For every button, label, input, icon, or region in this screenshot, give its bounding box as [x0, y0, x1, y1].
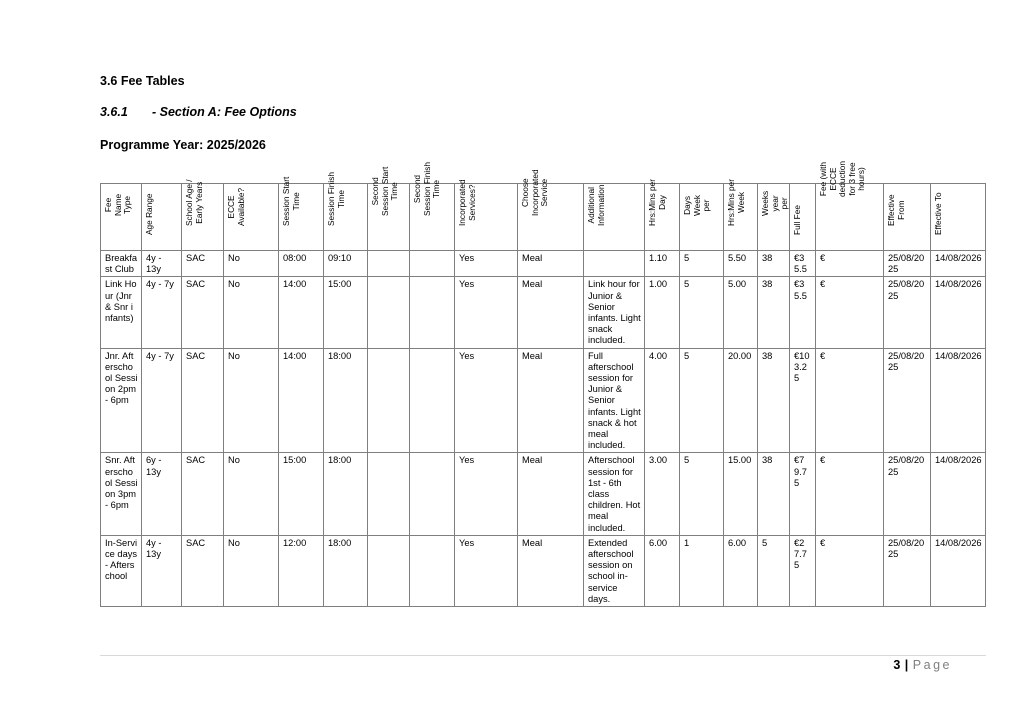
- column-header: [142, 184, 182, 251]
- column-header: [324, 171, 368, 251]
- header-line: Time: [290, 192, 301, 211]
- cell-from: 25/08/2025: [884, 348, 931, 453]
- cell-to: 14/08/2026: [931, 348, 986, 453]
- table-row: [101, 277, 986, 348]
- page-number: 3: [893, 658, 901, 672]
- cell-weeks-year: 5: [758, 535, 790, 606]
- column-header-label: [104, 194, 133, 216]
- cell-finish: 18:00: [324, 535, 368, 606]
- column-header: [584, 184, 645, 251]
- column-header-label: [761, 191, 790, 216]
- column-header: [518, 169, 584, 251]
- cell-from: 25/08/2025: [884, 251, 931, 277]
- cell-finish: 09:10: [324, 251, 368, 277]
- fee-table: [100, 161, 986, 607]
- column-header-label: [282, 176, 301, 225]
- cell-finish2: [410, 535, 455, 606]
- header-line: Incorporated: [529, 169, 540, 217]
- header-line: deduction: [837, 161, 848, 198]
- header-line: Session Finish: [326, 171, 336, 226]
- cell-service: Meal: [518, 251, 584, 277]
- cell-full-fee: €103.25: [790, 348, 816, 453]
- cell-info: Extended afterschool session on school in-service days.: [584, 535, 645, 606]
- cell-service: Meal: [518, 453, 584, 535]
- cell-days-week: 5: [680, 251, 724, 277]
- cell-finish2: [410, 348, 455, 453]
- column-header-label: [819, 161, 867, 197]
- cell-name: Snr. Afterschool Session 3pm - 6pm: [101, 453, 142, 535]
- column-header-label: [227, 188, 246, 226]
- cell-ecce: No: [224, 348, 279, 453]
- column-header-label: [934, 193, 944, 236]
- column-header: [182, 179, 224, 251]
- column-header: [884, 184, 931, 251]
- header-line: per: [779, 197, 790, 210]
- cell-hrs-week: 20.00: [724, 348, 758, 453]
- cell-finish2: [410, 277, 455, 348]
- cell-start: 12:00: [279, 535, 324, 606]
- header-line: Fee: [103, 198, 113, 213]
- cell-ecce-fee: €: [816, 251, 884, 277]
- cell-hrs-day: 1.10: [645, 251, 680, 277]
- cell-name: Breakfast Club: [101, 251, 142, 277]
- header-line: Age Range: [144, 193, 154, 236]
- cell-ecce: No: [224, 453, 279, 535]
- cell-incorporated: Yes: [455, 453, 518, 535]
- cell-finish2: [410, 251, 455, 277]
- column-header: [368, 166, 410, 251]
- programme-year: Programme Year: 2025/2026: [100, 138, 266, 152]
- cell-type: SAC: [182, 535, 224, 606]
- column-header-label: [887, 194, 906, 226]
- cell-age: 4y - 13y: [142, 535, 182, 606]
- header-line: Second: [370, 177, 380, 206]
- cell-full-fee: €79.75: [790, 453, 816, 535]
- header-line: per: [701, 199, 712, 212]
- header-line: year: [769, 195, 780, 212]
- column-header: [790, 184, 816, 251]
- header-line: Effective To: [933, 192, 943, 236]
- column-header: [680, 184, 724, 251]
- cell-name: In-Service days - Afterschool: [101, 535, 142, 606]
- header-line: for 3 free: [846, 162, 857, 196]
- cell-full-fee: €35.5: [790, 277, 816, 348]
- cell-to: 14/08/2026: [931, 251, 986, 277]
- header-line: Additional: [586, 186, 596, 224]
- cell-name: Link Hour (Jnr & Snr infants): [101, 277, 142, 348]
- cell-full-fee: €35.5: [790, 251, 816, 277]
- header-line: Weeks: [760, 191, 770, 217]
- section-heading: 3.6 Fee Tables: [100, 74, 185, 88]
- column-header: [931, 184, 986, 251]
- cell-type: SAC: [182, 453, 224, 535]
- header-line: Name: [112, 194, 123, 217]
- cell-start: 15:00: [279, 453, 324, 535]
- table-row: [101, 251, 986, 277]
- cell-age: 6y - 13y: [142, 453, 182, 535]
- cell-weeks-year: 38: [758, 277, 790, 348]
- header-line: Effective: [886, 194, 896, 226]
- column-header: [224, 184, 279, 251]
- table-header-row: [101, 184, 986, 251]
- header-line: School Age /: [184, 179, 194, 226]
- cell-start2: [368, 348, 410, 453]
- cell-hrs-week: 5.50: [724, 251, 758, 277]
- cell-start: 14:00: [279, 277, 324, 348]
- page-footer: [893, 658, 952, 672]
- cell-finish: 15:00: [324, 277, 368, 348]
- cell-days-week: 5: [680, 348, 724, 453]
- column-header: [816, 161, 884, 251]
- header-line: Session Start: [281, 176, 291, 226]
- cell-finish: 18:00: [324, 453, 368, 535]
- cell-type: SAC: [182, 277, 224, 348]
- header-line: Type: [122, 196, 133, 215]
- header-line: Week: [735, 191, 746, 213]
- column-header: [410, 162, 455, 251]
- subsection-heading: [100, 105, 297, 119]
- header-line: Incorporated: [457, 179, 467, 226]
- header-line: Time: [389, 182, 400, 201]
- cell-info: Afterschool session for 1st - 6th class children. Hot meal included.: [584, 453, 645, 535]
- cell-info: Full afterschool session for Junior & Senior infants. Light snack & hot meal included.: [584, 348, 645, 453]
- cell-to: 14/08/2026: [931, 277, 986, 348]
- header-line: hours): [856, 167, 867, 191]
- column-header: [279, 176, 324, 251]
- header-line: Early Years: [193, 181, 204, 224]
- column-header-label: [521, 170, 550, 217]
- cell-hrs-day: 4.00: [645, 348, 680, 453]
- header-line: Information: [595, 184, 606, 226]
- cell-age: 4y - 7y: [142, 348, 182, 453]
- cell-start2: [368, 251, 410, 277]
- cell-ecce-fee: €: [816, 277, 884, 348]
- header-line: Day: [656, 194, 667, 210]
- header-line: Week: [691, 195, 702, 217]
- cell-service: Meal: [518, 348, 584, 453]
- cell-hrs-day: 1.00: [645, 277, 680, 348]
- column-header-label: [727, 179, 746, 226]
- header-line: Days: [682, 196, 692, 216]
- column-header: [758, 184, 790, 251]
- header-line: Service: [539, 179, 550, 207]
- cell-from: 25/08/2025: [884, 535, 931, 606]
- column-header-label: [648, 179, 667, 226]
- cell-hrs-week: 5.00: [724, 277, 758, 348]
- cell-start2: [368, 277, 410, 348]
- table-row: [101, 453, 986, 535]
- column-header-label: [185, 179, 204, 226]
- cell-info: [584, 251, 645, 277]
- header-line: Choose: [520, 178, 530, 208]
- subsection-title: - Section A: Fee Options: [152, 105, 297, 119]
- cell-weeks-year: 38: [758, 348, 790, 453]
- table-row: [101, 535, 986, 606]
- cell-ecce-fee: €: [816, 348, 884, 453]
- header-line: Hrs:Mins per: [726, 178, 736, 226]
- cell-days-week: 1: [680, 535, 724, 606]
- cell-weeks-year: 38: [758, 453, 790, 535]
- cell-incorporated: Yes: [455, 348, 518, 453]
- column-header-label: [413, 162, 442, 216]
- header-line: ECCE: [226, 195, 236, 219]
- cell-age: 4y - 13y: [142, 251, 182, 277]
- cell-type: SAC: [182, 348, 224, 453]
- cell-hrs-week: 15.00: [724, 453, 758, 535]
- cell-start: 08:00: [279, 251, 324, 277]
- cell-ecce: No: [224, 277, 279, 348]
- cell-finish: 18:00: [324, 348, 368, 453]
- column-header-label: [327, 172, 346, 226]
- cell-hrs-day: 3.00: [645, 453, 680, 535]
- cell-to: 14/08/2026: [931, 535, 986, 606]
- cell-incorporated: Yes: [455, 251, 518, 277]
- cell-name: Jnr. Afterschool Session 2pm - 6pm: [101, 348, 142, 453]
- header-line: Available?: [235, 187, 246, 226]
- header-line: Fee (with: [818, 161, 828, 197]
- cell-from: 25/08/2025: [884, 277, 931, 348]
- header-line: Session Finish: [421, 162, 432, 217]
- header-line: Session Start: [379, 166, 390, 217]
- column-header-label: [145, 194, 155, 236]
- footer-divider: [100, 655, 986, 656]
- column-header: [724, 178, 758, 251]
- header-line: Time: [431, 180, 442, 199]
- header-line: Time: [335, 189, 346, 208]
- cell-start2: [368, 453, 410, 535]
- cell-hrs-week: 6.00: [724, 535, 758, 606]
- cell-days-week: 5: [680, 277, 724, 348]
- cell-type: SAC: [182, 251, 224, 277]
- column-header-label: [458, 179, 477, 226]
- column-header: [645, 178, 680, 251]
- column-header-label: [793, 205, 803, 235]
- subsection-number: 3.6.1: [100, 105, 128, 119]
- table-row: [101, 348, 986, 453]
- cell-incorporated: Yes: [455, 535, 518, 606]
- cell-from: 25/08/2025: [884, 453, 931, 535]
- header-line: ECCE: [827, 167, 838, 191]
- cell-ecce-fee: €: [816, 453, 884, 535]
- cell-service: Meal: [518, 277, 584, 348]
- cell-ecce: No: [224, 251, 279, 277]
- cell-info: Link hour for Junior & Senior infants. Light snack included.: [584, 277, 645, 348]
- cell-start2: [368, 535, 410, 606]
- header-line: Second: [412, 175, 422, 204]
- column-header: [455, 179, 518, 251]
- cell-age: 4y - 7y: [142, 277, 182, 348]
- column-header-label: [683, 195, 712, 216]
- cell-full-fee: €27.75: [790, 535, 816, 606]
- column-header: [101, 184, 142, 251]
- column-header-label: [587, 184, 606, 226]
- cell-incorporated: Yes: [455, 277, 518, 348]
- column-header-label: [371, 167, 400, 216]
- header-line: Hrs:Mins per: [647, 178, 657, 226]
- header-line: Services?: [466, 184, 477, 221]
- header-line: Full Fee: [792, 205, 802, 236]
- cell-ecce: No: [224, 535, 279, 606]
- cell-start: 14:00: [279, 348, 324, 453]
- cell-ecce-fee: €: [816, 535, 884, 606]
- cell-to: 14/08/2026: [931, 453, 986, 535]
- cell-hrs-day: 6.00: [645, 535, 680, 606]
- page-label: Page: [912, 658, 952, 672]
- header-line: From: [895, 200, 906, 220]
- cell-service: Meal: [518, 535, 584, 606]
- cell-days-week: 5: [680, 453, 724, 535]
- cell-finish2: [410, 453, 455, 535]
- footer-separator: |: [904, 658, 909, 672]
- cell-weeks-year: 38: [758, 251, 790, 277]
